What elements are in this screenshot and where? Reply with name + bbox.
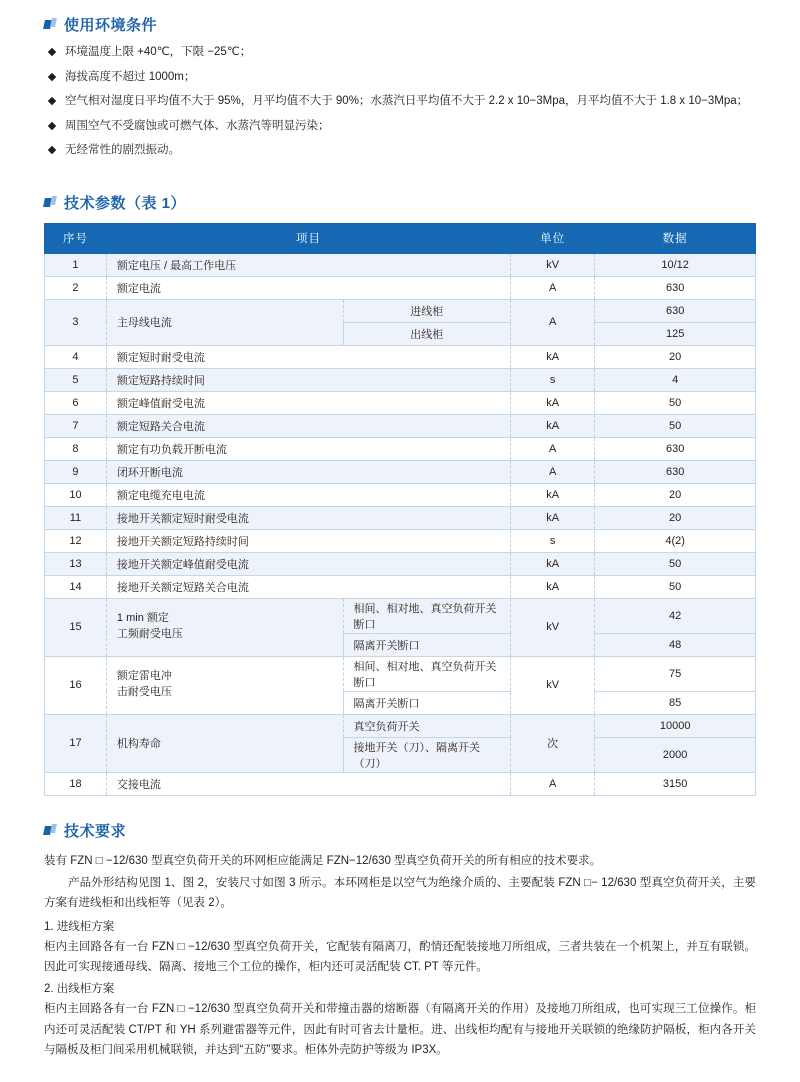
cell-unit: A	[511, 437, 595, 460]
cell-data: 10/12	[595, 253, 756, 276]
list-item: 周围空气不受腐蚀或可燃气体、水蒸汽等明显污染；	[48, 119, 756, 135]
cell-unit: A	[511, 276, 595, 299]
table-row	[45, 253, 756, 276]
table-row	[45, 506, 756, 529]
cell-data: 3150	[595, 772, 756, 795]
cell-subitem: 接地开关（刀）、隔离开关（刀）	[343, 737, 510, 772]
column-header-unit: 单位	[511, 223, 595, 253]
cell-unit: 次	[511, 714, 595, 772]
cell-subitem: 进线柜	[343, 299, 510, 322]
cell-item: 额定电流	[106, 276, 510, 299]
section-heading-requirements	[44, 820, 756, 841]
cell-no: 3	[45, 299, 107, 345]
section-title-environment: 使用环境条件	[64, 17, 158, 34]
cell-data: 20	[595, 483, 756, 506]
cell-data: 50	[595, 391, 756, 414]
cell-item	[106, 656, 343, 714]
cell-no: 1	[45, 253, 107, 276]
cell-data: 2000	[595, 737, 756, 772]
list-item: 空气相对湿度日平均值不大于 95%，月平均值不大于 90%；水蒸汽日平均值不大于 2.2 x 10−3Mpa，月平均值不大于 1.8 x 10−3Mpa；	[48, 94, 756, 110]
cell-item: 接地开关额定短路持续时间	[106, 529, 510, 552]
cell-no: 14	[45, 575, 107, 598]
list-item: 环境温度上限 +40℃，下限 −25℃；	[48, 45, 756, 61]
section-marker-icon	[44, 824, 57, 837]
cell-unit: kV	[511, 656, 595, 714]
cell-no: 7	[45, 414, 107, 437]
section-marker-icon	[44, 196, 57, 209]
cell-unit: kA	[511, 414, 595, 437]
cell-unit: kA	[511, 552, 595, 575]
cell-unit: kA	[511, 575, 595, 598]
cell-data: 42	[595, 598, 756, 633]
cell-data: 50	[595, 414, 756, 437]
cell-item: 接地开关额定短路关合电流	[106, 575, 510, 598]
table-header-row	[45, 223, 756, 253]
cell-no: 17	[45, 714, 107, 772]
cell-item-line2: 击耐受电压	[116, 686, 172, 699]
cell-subitem: 隔离开关断口	[343, 691, 510, 714]
column-header-item: 项目	[106, 223, 510, 253]
list-item: 无经常性的剧烈振动。	[48, 143, 756, 159]
cell-unit: kV	[511, 598, 595, 656]
cell-no: 13	[45, 552, 107, 575]
cell-unit: A	[511, 772, 595, 795]
technical-parameters-table	[44, 223, 756, 796]
table-row	[45, 552, 756, 575]
cell-item: 闭环开断电流	[106, 460, 510, 483]
cell-item-line1: 额定雷电冲	[116, 670, 172, 683]
cell-unit: A	[511, 460, 595, 483]
cell-unit: A	[511, 299, 595, 345]
table-row	[45, 575, 756, 598]
cell-unit: s	[511, 368, 595, 391]
requirements-paragraph-1: 装有 FZN □ −12/630 型真空负荷开关的环网柜应能满足 FZN−12/630 型真空负荷开关的所有相应的技术要求。	[44, 854, 602, 867]
column-header-data: 数据	[595, 223, 756, 253]
cell-no: 15	[45, 598, 107, 656]
cell-data: 50	[595, 552, 756, 575]
column-header-no: 序号	[45, 223, 107, 253]
cell-data: 125	[595, 322, 756, 345]
list-item-text: 柜内主回路各有一台 FZN □ −12/630 型真空负荷开关，它配装有隔离刀，酌情还配装接地刀所组成，三者共装在一个机架上，并互有联锁。因此可实现接通母线、隔离、接地三个工位的操作，柜内还可灵活配装 CT. PT 等元件。	[44, 941, 756, 974]
list-item	[44, 917, 756, 977]
section-marker-icon	[44, 18, 57, 31]
cell-item: 机构寿命	[106, 714, 343, 772]
cell-data: 20	[595, 345, 756, 368]
cell-item-line1: 1 min 额定	[116, 612, 169, 625]
cell-unit: kA	[511, 483, 595, 506]
cell-item: 接地开关额定峰值耐受电流	[106, 552, 510, 575]
table-row	[45, 529, 756, 552]
cell-unit: kA	[511, 506, 595, 529]
section-heading-parameters	[44, 192, 756, 213]
cell-no: 12	[45, 529, 107, 552]
table-row	[45, 598, 756, 633]
cell-unit: s	[511, 529, 595, 552]
cell-no: 9	[45, 460, 107, 483]
cell-subitem: 真空负荷开关	[343, 714, 510, 737]
cell-no: 10	[45, 483, 107, 506]
cell-no: 11	[45, 506, 107, 529]
cell-data: 4	[595, 368, 756, 391]
table-row	[45, 714, 756, 737]
cell-data: 48	[595, 633, 756, 656]
list-item	[44, 979, 756, 1060]
table-row	[45, 772, 756, 795]
cell-no: 5	[45, 368, 107, 391]
cell-data: 630	[595, 437, 756, 460]
cell-data: 4(2)	[595, 529, 756, 552]
cell-unit: kA	[511, 345, 595, 368]
list-item-label: 1. 进线柜方案	[44, 920, 115, 933]
list-item-label: 2. 出线柜方案	[44, 983, 115, 996]
cell-data: 85	[595, 691, 756, 714]
cell-no: 6	[45, 391, 107, 414]
table-row	[45, 345, 756, 368]
cell-no: 8	[45, 437, 107, 460]
list-item: 海拔高度不超过 1000m；	[48, 70, 756, 86]
table-row	[45, 276, 756, 299]
cell-no: 18	[45, 772, 107, 795]
cell-subitem: 相间、相对地、真空负荷开关断口	[343, 656, 510, 691]
table-row	[45, 437, 756, 460]
table-row	[45, 483, 756, 506]
section-title-parameters: 技术参数（表 1）	[64, 194, 187, 212]
table-row	[45, 656, 756, 691]
section-title-requirements: 技术要求	[64, 822, 127, 840]
cell-item: 额定电压 / 最高工作电压	[106, 253, 510, 276]
cell-item: 接地开关额定短时耐受电流	[106, 506, 510, 529]
environment-bullet-list	[48, 45, 756, 159]
cell-item: 额定电缆充电电流	[106, 483, 510, 506]
cell-item: 额定峰值耐受电流	[106, 391, 510, 414]
cell-no: 2	[45, 276, 107, 299]
cell-data: 630	[595, 276, 756, 299]
cell-item: 交接电流	[106, 772, 510, 795]
table-row	[45, 460, 756, 483]
cell-item: 额定短路关合电流	[106, 414, 510, 437]
cell-data: 20	[595, 506, 756, 529]
table-row	[45, 414, 756, 437]
cell-no: 4	[45, 345, 107, 368]
cell-unit: kA	[511, 391, 595, 414]
cell-subitem: 出线柜	[343, 322, 510, 345]
requirements-numbered-list	[44, 917, 756, 1060]
cell-item: 主母线电流	[106, 299, 343, 345]
list-item-text: 柜内主回路各有一台 FZN □ −12/630 型真空负荷开关和带撞击器的熔断器（有隔离开关的作用）及接地刀所组成，也可实现三工位操作。柜内还可灵活配装 CT/PT 和 YH 系列避雷器等元件，因此有时可省去计量柜。进、出线柜均配有与接地开关联锁的绝缘防护隔板，柜内各开关与隔板及柜门间采用机械联锁，并达到“五防”要求。柜体外壳防护等级为 IP3X。	[44, 1003, 756, 1056]
cell-unit: kV	[511, 253, 595, 276]
cell-subitem: 隔离开关断口	[343, 633, 510, 656]
cell-item-line2: 工频耐受电压	[116, 628, 183, 641]
cell-data: 75	[595, 656, 756, 691]
cell-subitem: 相间、相对地、真空负荷开关断口	[343, 598, 510, 633]
table-row	[45, 368, 756, 391]
cell-data: 10000	[595, 714, 756, 737]
cell-item: 额定短路持续时间	[106, 368, 510, 391]
cell-item: 额定有功负载开断电流	[106, 437, 510, 460]
table-row	[45, 299, 756, 322]
cell-item	[106, 598, 343, 656]
table-row	[45, 391, 756, 414]
cell-data: 630	[595, 460, 756, 483]
requirements-paragraph-2: 产品外形结构见图 1、图 2，安装尺寸如图 3 所示。本环网柜是以空气为绝缘介质的、主要配装 FZN □− 12/630 型真空负荷开关，主要方案有进线柜和出线柜等（见表 2）。	[44, 876, 756, 909]
cell-data: 50	[595, 575, 756, 598]
cell-no: 16	[45, 656, 107, 714]
cell-data: 630	[595, 299, 756, 322]
cell-item: 额定短时耐受电流	[106, 345, 510, 368]
section-heading-environment	[44, 14, 756, 35]
